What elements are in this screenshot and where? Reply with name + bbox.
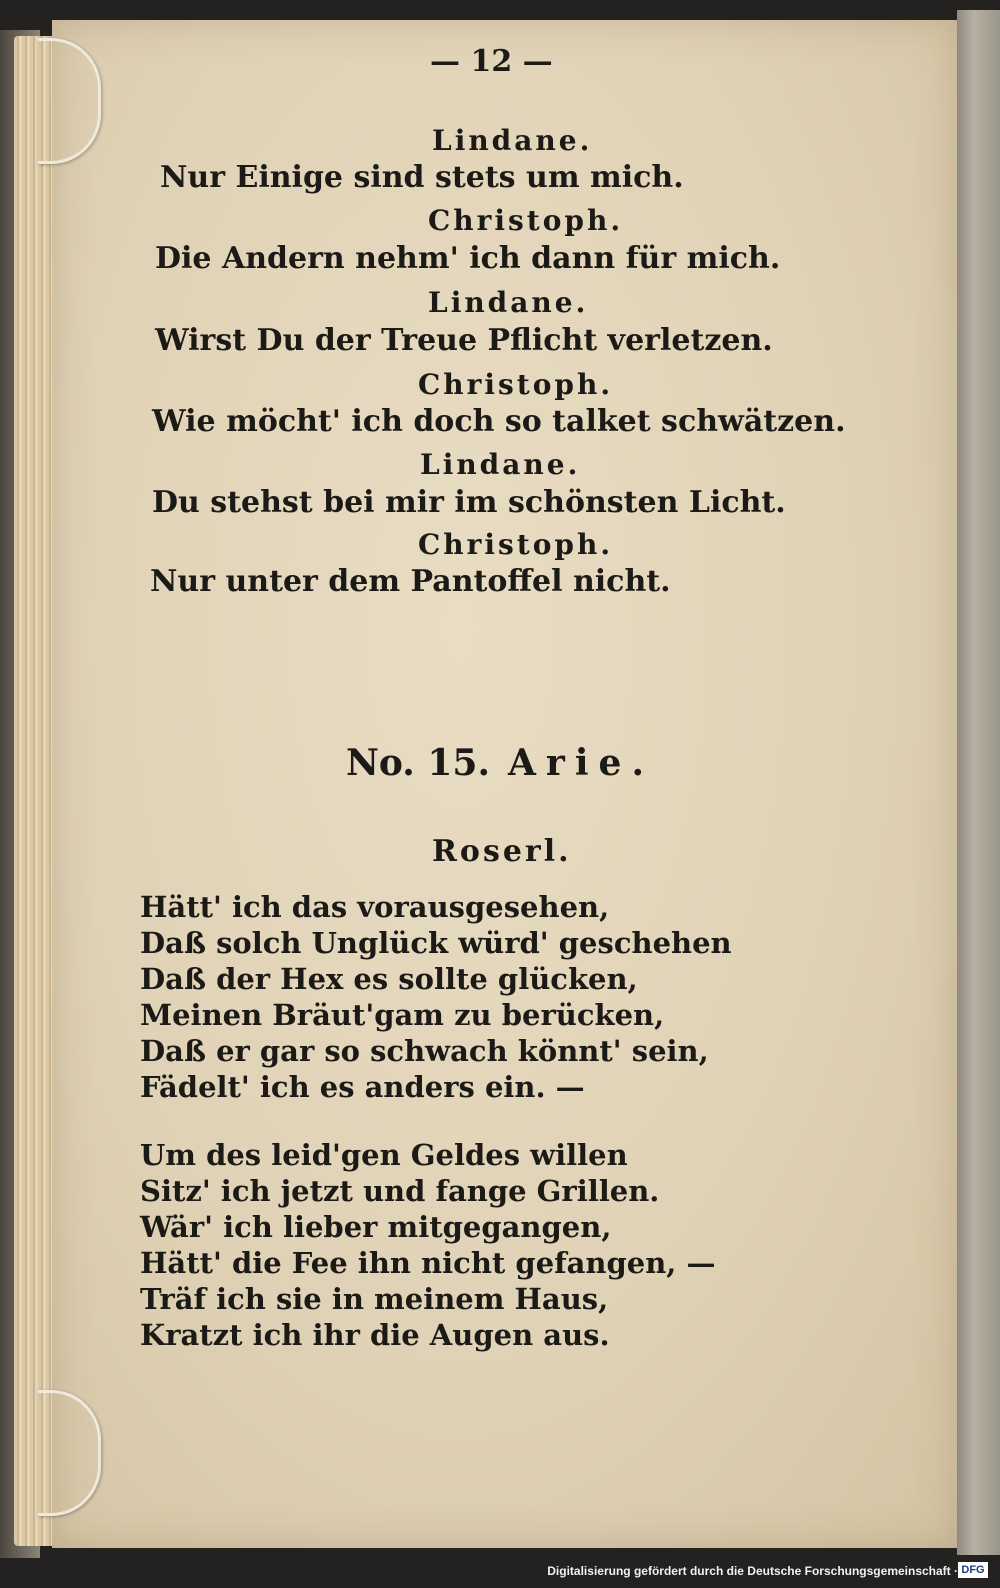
- speaker-name: Lindane.: [432, 124, 593, 157]
- dialogue-line: Nur Einige sind stets um mich.: [160, 160, 684, 195]
- facing-page-edge: [957, 10, 1000, 1555]
- verse-line: Sitz' ich jetzt und fange Grillen.: [140, 1174, 660, 1208]
- verse-line: Kratzt ich ihr die Augen aus.: [140, 1318, 610, 1352]
- dialogue-line: Nur unter dem Pantoffel nicht.: [150, 564, 671, 599]
- speaker-name: Christoph.: [418, 528, 614, 561]
- dialogue-line: Die Andern nehm' ich dann für mich.: [155, 241, 781, 276]
- verse-line: Wär' ich lieber mitgegangen,: [140, 1210, 612, 1244]
- verse-line: Träf ich sie in meinem Haus,: [140, 1282, 609, 1316]
- number-heading: [346, 742, 654, 784]
- verse-line: Hätt' ich das vorausgesehen,: [140, 890, 610, 924]
- verse-line: Daß er gar so schwach könnt' sein,: [140, 1034, 709, 1068]
- speaker-name: Christoph.: [428, 204, 624, 237]
- verse-line: Meinen Bräut'gam zu berücken,: [140, 998, 665, 1032]
- verse-line: Daß der Hex es sollte glücken,: [140, 962, 638, 996]
- digitization-credit: Digitalisierung gefördert durch die Deutsche Forschungsgemeinschaft ·: [547, 1564, 958, 1578]
- number-title: Arie.: [507, 742, 654, 784]
- verse-line: Fädelt' ich es anders ein. —: [140, 1070, 585, 1104]
- dialogue-line: Wie möcht' ich doch so talket schwätzen.: [152, 404, 846, 439]
- dialogue-line: Wirst Du der Treue Pflicht verletzen.: [155, 323, 773, 358]
- dialogue-line: Du stehst bei mir im schönsten Licht.: [152, 485, 786, 520]
- speaker-name: Christoph.: [418, 368, 614, 401]
- verse-line: Um des leid'gen Geldes willen: [140, 1138, 628, 1172]
- speaker-name: Lindane.: [420, 448, 581, 481]
- dfg-logo: DFG: [958, 1562, 988, 1578]
- singer-name: Roserl.: [432, 834, 572, 869]
- page-number: — 12 —: [430, 44, 553, 79]
- speaker-name: Lindane.: [428, 286, 589, 319]
- number-label: No. 15.: [346, 742, 490, 784]
- verse-line: Hätt' die Fee ihn nicht gefangen, —: [140, 1246, 716, 1280]
- verse-line: Daß solch Unglück würd' geschehen: [140, 926, 732, 960]
